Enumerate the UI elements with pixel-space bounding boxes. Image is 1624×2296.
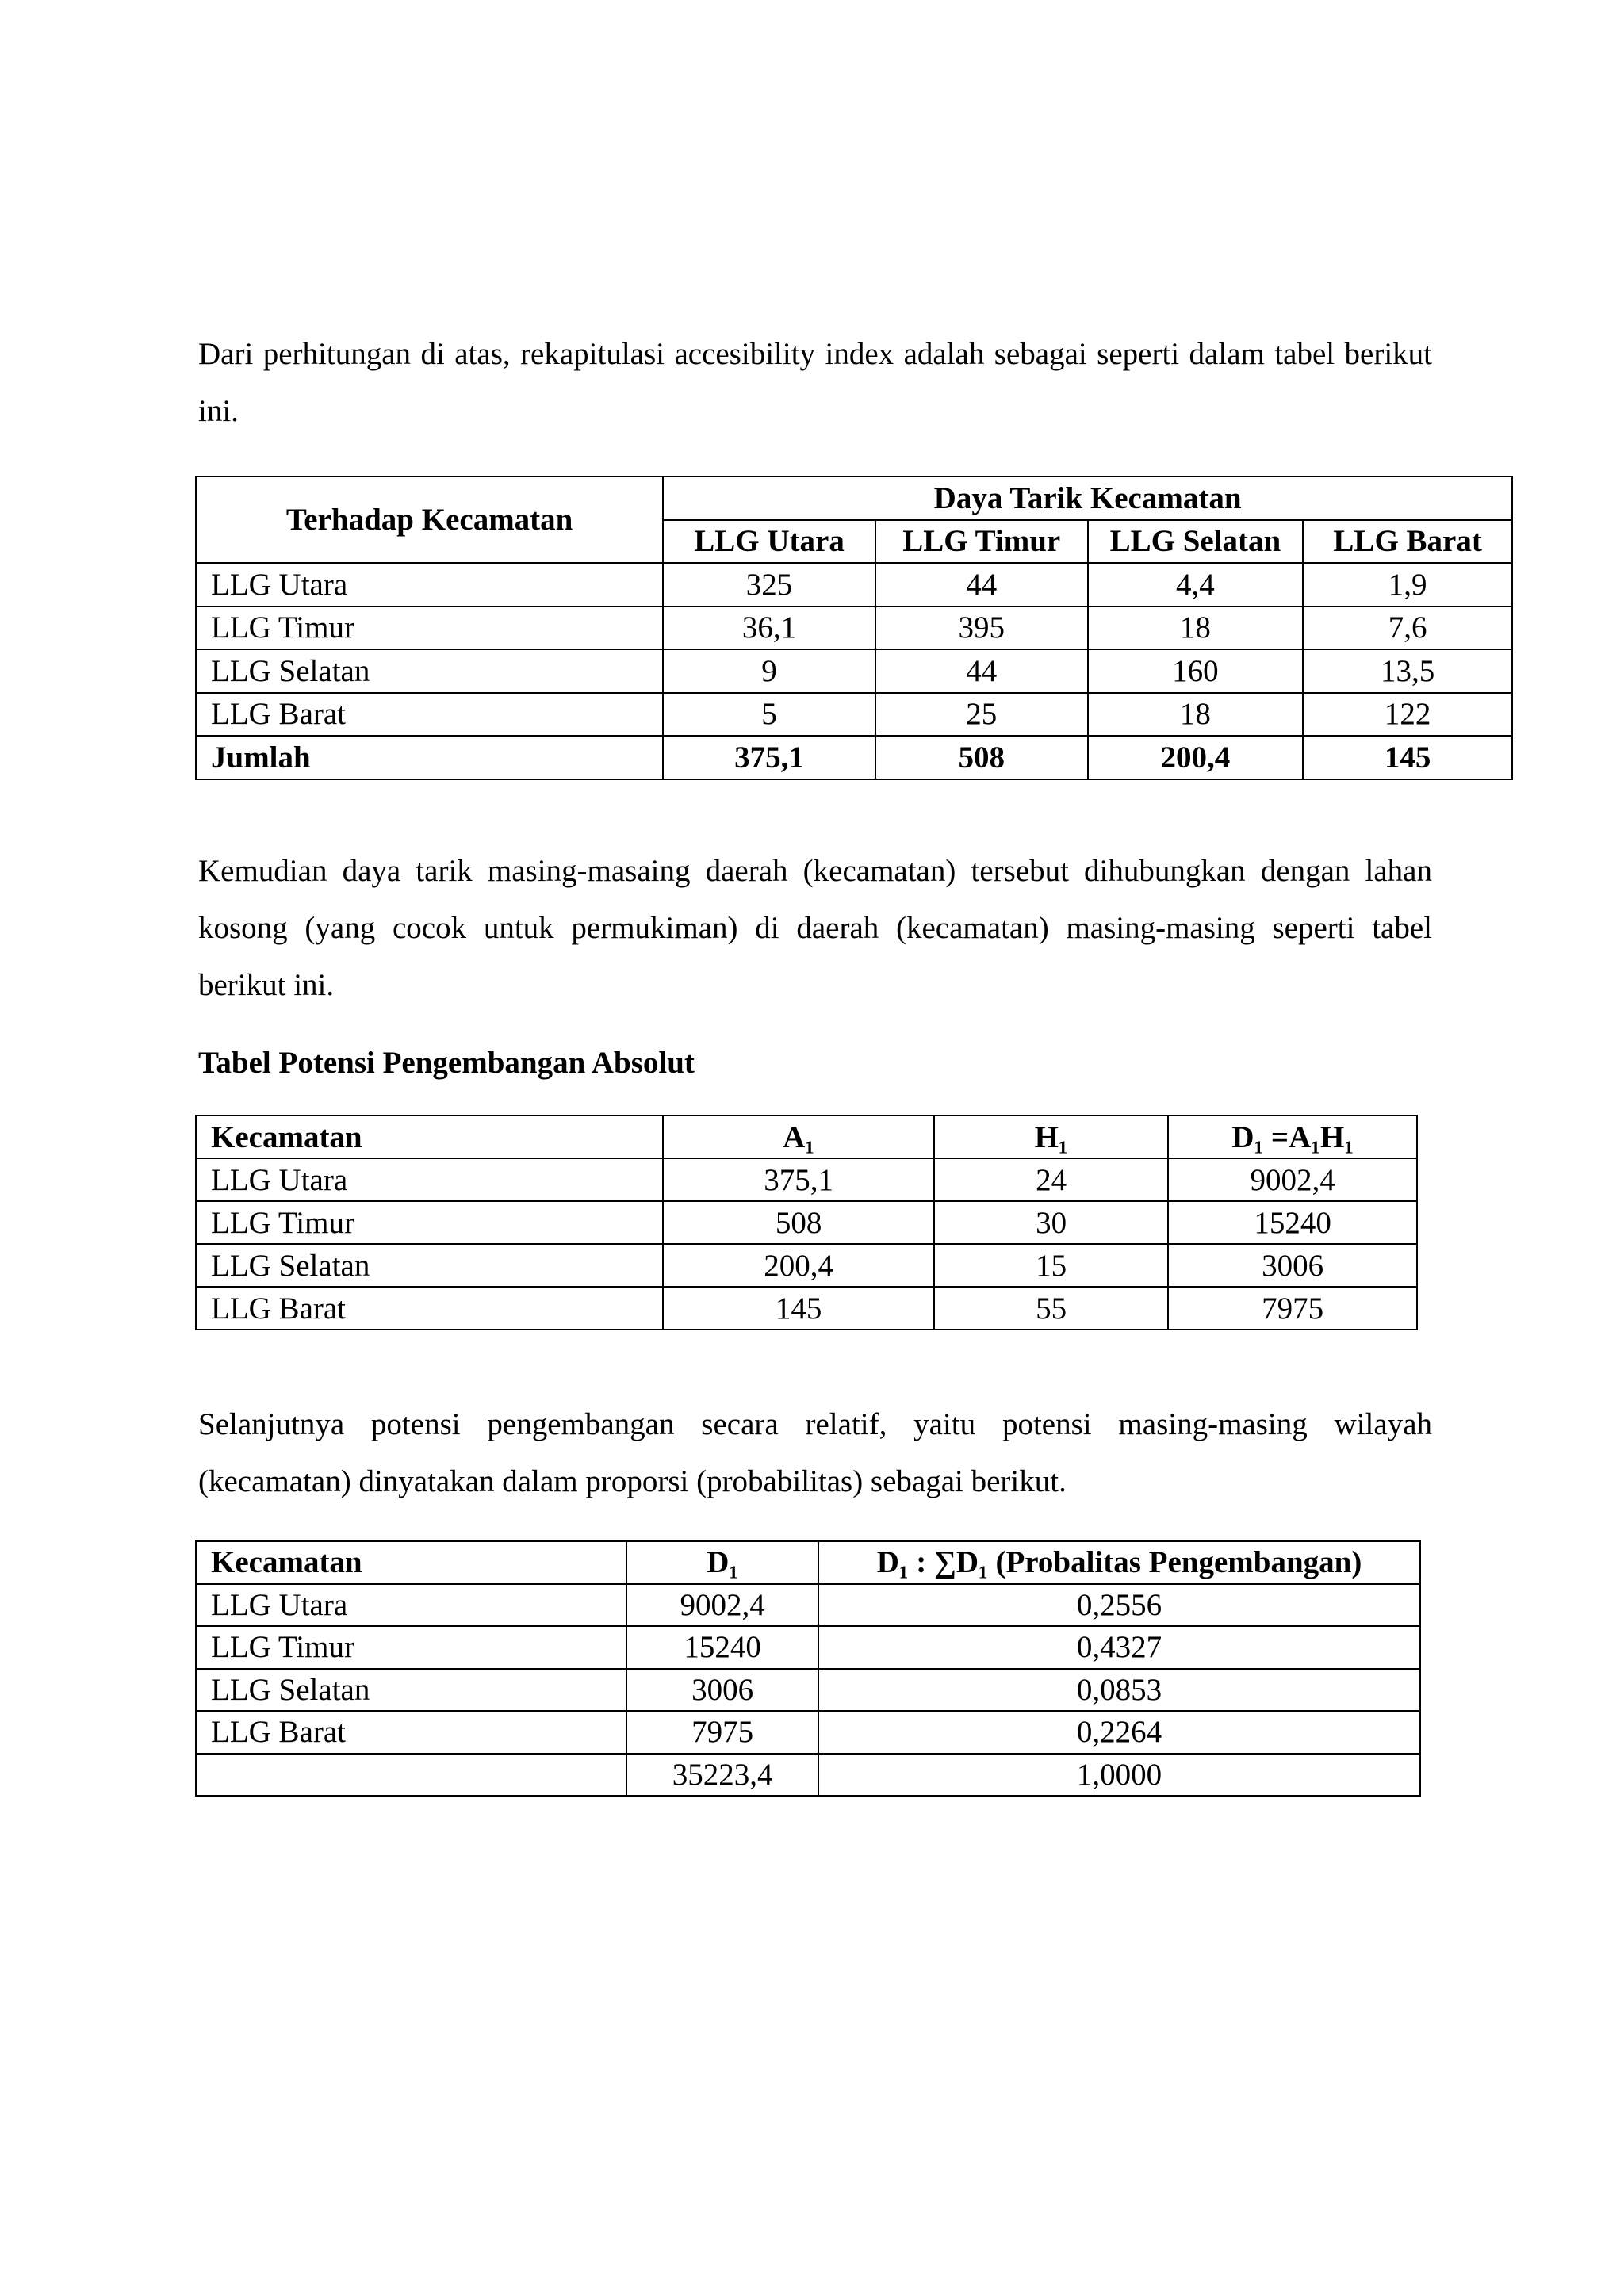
row-label-cell: LLG Selatan [196, 1669, 626, 1712]
total-cell: 35223,4 [626, 1754, 818, 1797]
value-cell: 145 [663, 1287, 934, 1330]
group-header-cell: Daya Tarik Kecamatan [663, 476, 1512, 520]
value-cell: 25 [875, 693, 1088, 737]
value-cell: 18 [1088, 693, 1304, 737]
value-cell: 1,9 [1303, 563, 1512, 607]
row-label-cell: LLG Timur [196, 1201, 663, 1244]
intro-paragraph: Dari perhitungan di atas, rekapitulasi accesibility index adalah sebagai seperti dalam tabel berikut ini. [198, 337, 1432, 428]
value-cell: 5 [663, 693, 875, 737]
body-paragraph: Kemudian daya tarik masing-masaing daerah (kecamatan) tersebut dihubungkan dengan lahan kosong (yang cocok untuk permukiman) di daerah (kecamatan) masing-masing seperti tabel berikut ini. [198, 854, 1432, 1002]
value-cell: 44 [875, 563, 1088, 607]
table-row [196, 1626, 1420, 1669]
table-row [196, 1201, 1417, 1244]
row-label-cell: LLG Selatan [196, 1244, 663, 1287]
table-row [196, 1244, 1417, 1287]
value-cell: 13,5 [1303, 649, 1512, 693]
value-cell: 9002,4 [626, 1584, 818, 1627]
total-cell: 200,4 [1088, 736, 1304, 779]
row-label-cell: LLG Barat [196, 693, 663, 737]
column-header-cell: H₁ [934, 1115, 1169, 1158]
column-header-cell: LLG Timur [875, 520, 1088, 564]
value-cell: 30 [934, 1201, 1169, 1244]
column-header-cell: D₁ [626, 1541, 818, 1584]
relative-potential-table [195, 1540, 1421, 1797]
column-header-cell: A₁ [663, 1115, 934, 1158]
total-row [196, 1754, 1420, 1797]
table-row [196, 1584, 1420, 1627]
total-cell: 1,0000 [818, 1754, 1420, 1797]
value-cell: 15240 [1168, 1201, 1417, 1244]
row-label-cell: LLG Barat [196, 1287, 663, 1330]
body-paragraph: Selanjutnya potensi pengembangan secara relatif, yaitu potensi masing-masing wilayah (kecamatan) dinyatakan dalam proporsi (probabilitas) sebagai berikut. [198, 1407, 1432, 1498]
table-header-row [196, 476, 1512, 520]
table-header-row [196, 1115, 1417, 1158]
row-label-cell: LLG Barat [196, 1711, 626, 1754]
row-label-cell: LLG Utara [196, 1584, 626, 1627]
row-label-cell [196, 1754, 626, 1797]
column-header-cell: LLG Utara [663, 520, 875, 564]
table-row [196, 563, 1512, 607]
total-row [196, 736, 1512, 779]
column-header-cell: LLG Barat [1303, 520, 1512, 564]
column-header-cell: D₁ : ∑D₁ (Probalitas Pengembangan) [818, 1541, 1420, 1584]
value-cell: 3006 [1168, 1244, 1417, 1287]
table-caption: Tabel Potensi Pengembangan Absolut [198, 1046, 695, 1080]
absolute-potential-table [195, 1115, 1418, 1330]
value-cell: 44 [875, 649, 1088, 693]
value-cell: 160 [1088, 649, 1304, 693]
table-row [196, 693, 1512, 737]
row-label-cell: LLG Utara [196, 1158, 663, 1201]
total-cell: 375,1 [663, 736, 875, 779]
column-header-cell: LLG Selatan [1088, 520, 1304, 564]
value-cell: 18 [1088, 607, 1304, 650]
table-row [196, 1669, 1420, 1712]
table-row [196, 1287, 1417, 1330]
value-cell: 375,1 [663, 1158, 934, 1201]
column-header-cell: Kecamatan [196, 1541, 626, 1584]
value-cell: 24 [934, 1158, 1169, 1201]
value-cell: 122 [1303, 693, 1512, 737]
value-cell: 7975 [626, 1711, 818, 1754]
row-label-cell: LLG Selatan [196, 649, 663, 693]
value-cell: 4,4 [1088, 563, 1304, 607]
value-cell: 0,2264 [818, 1711, 1420, 1754]
value-cell: 325 [663, 563, 875, 607]
value-cell: 200,4 [663, 1244, 934, 1287]
value-cell: 0,0853 [818, 1669, 1420, 1712]
value-cell: 3006 [626, 1669, 818, 1712]
value-cell: 395 [875, 607, 1088, 650]
value-cell: 9002,4 [1168, 1158, 1417, 1201]
column-header-cell: D₁ =A₁H₁ [1168, 1115, 1417, 1158]
value-cell: 7,6 [1303, 607, 1512, 650]
row-label-cell: LLG Utara [196, 563, 663, 607]
row-label-cell: LLG Timur [196, 607, 663, 650]
value-cell: 36,1 [663, 607, 875, 650]
total-cell: 145 [1303, 736, 1512, 779]
value-cell: 15 [934, 1244, 1169, 1287]
total-cell: 508 [875, 736, 1088, 779]
value-cell: 0,4327 [818, 1626, 1420, 1669]
column-header-cell: Kecamatan [196, 1115, 663, 1158]
total-label-cell: Jumlah [196, 736, 663, 779]
table-header-row [196, 1541, 1420, 1584]
table-row [196, 1158, 1417, 1201]
accessibility-index-table [195, 476, 1513, 780]
table-row [196, 1711, 1420, 1754]
row-label-cell: LLG Timur [196, 1626, 626, 1669]
value-cell: 0,2556 [818, 1584, 1420, 1627]
value-cell: 7975 [1168, 1287, 1417, 1330]
table-row [196, 649, 1512, 693]
row-header-cell: Terhadap Kecamatan [196, 476, 663, 563]
value-cell: 15240 [626, 1626, 818, 1669]
value-cell: 508 [663, 1201, 934, 1244]
value-cell: 55 [934, 1287, 1169, 1330]
value-cell: 9 [663, 649, 875, 693]
table-row [196, 607, 1512, 650]
